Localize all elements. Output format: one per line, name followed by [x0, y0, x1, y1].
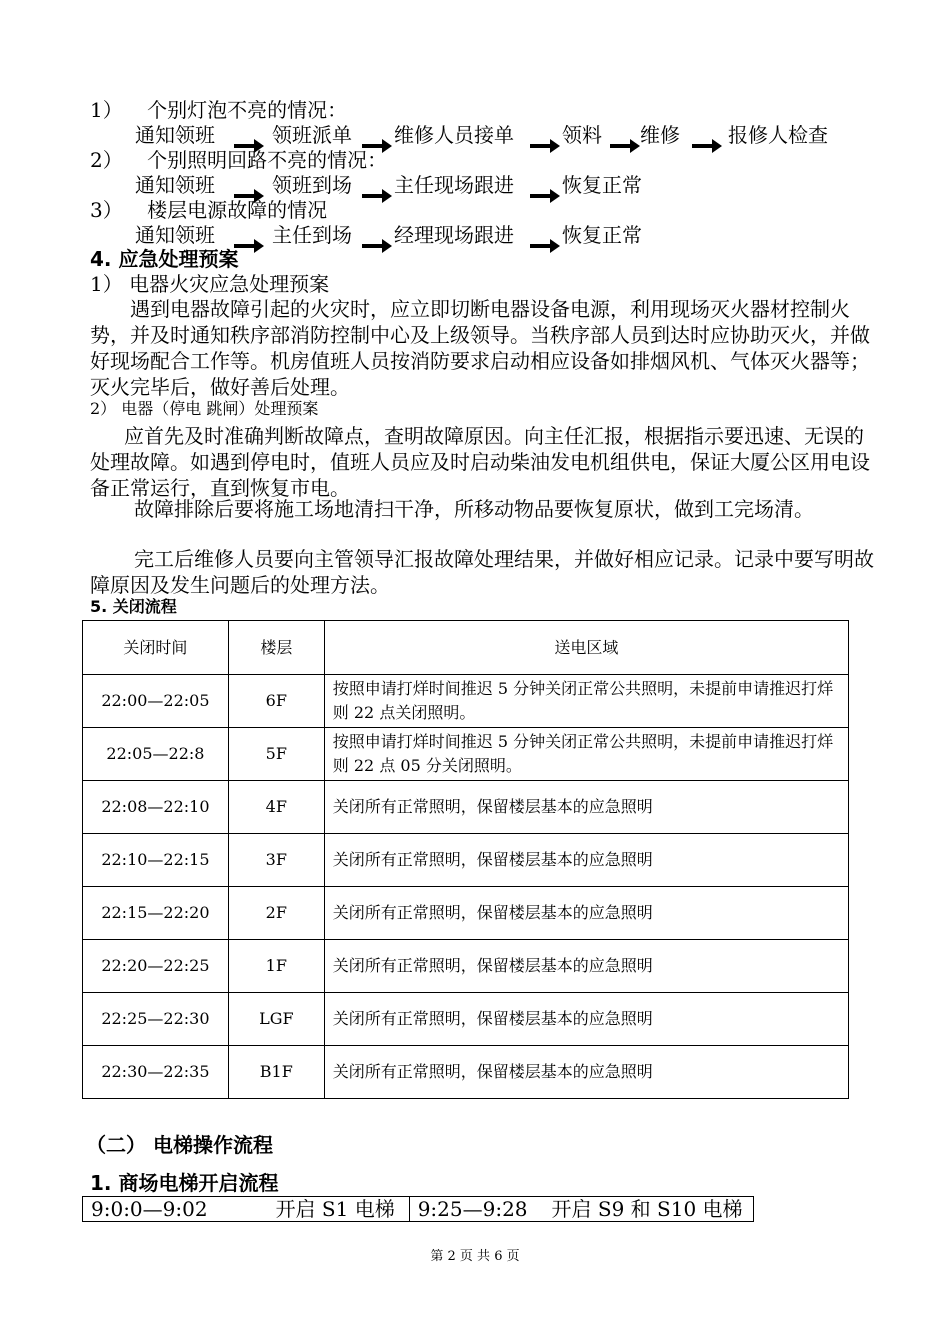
time-cell: 22:25—22:30: [83, 993, 229, 1046]
flow-step: 通知领班: [135, 223, 215, 247]
flow-step: 经理现场跟进: [394, 223, 514, 247]
table-row: [83, 781, 849, 834]
table-row: [83, 1197, 754, 1222]
table-row: [83, 1046, 849, 1099]
case3-title: 楼层电源故障的情况: [147, 198, 328, 222]
floor-cell: 5F: [228, 728, 324, 781]
fire-plan-text: 遇到电器故障引起的火灾时，应立即切断电器设备电源，利用现场灭火器材控制火势，并及时通知秩序部消防控制中心及上级领导。当秩序部人员到达时应协助灭火，并做好现场配合工作等。机房值班人员按消防要求启动相应设备如排烟风机、气体灭火器等；灭火完毕后，做好善后处理。: [90, 297, 870, 399]
area-cell: 按照申请打烊时间推迟 5 分钟关闭正常公共照明，未提前申请推迟打烊则 22 点关闭照明。: [324, 675, 848, 728]
area-cell: 关闭所有正常照明，保留楼层基本的应急照明: [324, 781, 848, 834]
case3-heading: [90, 197, 327, 223]
action-cell: 开启 S1 电梯: [268, 1197, 410, 1222]
arrow-right-icon: [362, 238, 392, 254]
emergency-heading: 4. 应急处理预案: [90, 247, 239, 271]
elevator-section-title: （二） 电梯操作流程: [86, 1133, 273, 1157]
time-cell: 22:10—22:15: [83, 834, 229, 887]
flow-step: 通知领班: [135, 173, 215, 197]
table-row: [83, 940, 849, 993]
area-cell: 关闭所有正常照明，保留楼层基本的应急照明: [324, 1046, 848, 1099]
flow-step: 主任现场跟进: [394, 173, 514, 197]
arrow-right-icon: [530, 188, 560, 204]
closing-schedule-table: [82, 620, 849, 1099]
floor-cell: 1F: [228, 940, 324, 993]
floor-cell: LGF: [228, 993, 324, 1046]
flow-step: 恢复正常: [562, 223, 642, 247]
outage-plan-text: 应首先及时准确判断故障点，查明故障原因。向主任汇报，根据指示要迅速、无误的处理故障。如遇到停电时，值班人员应及时启动柴油发电机组供电，保证大厦公区用电设备正常运行，直到恢复市电。: [90, 424, 870, 500]
floor-cell: B1F: [228, 1046, 324, 1099]
flow-step: 领班派单: [272, 123, 352, 147]
case2-heading: [90, 147, 387, 173]
case1-number: 1）: [90, 98, 123, 122]
action-cell: 开启 S9 和 S10 电梯: [544, 1197, 754, 1222]
elevator-subtitle: 1. 商场电梯开启流程: [90, 1171, 279, 1195]
header-cell: 关闭时间: [83, 621, 229, 675]
arrow-right-icon: [530, 238, 560, 254]
table-row: [83, 887, 849, 940]
area-cell: 按照申请打烊时间推迟 5 分钟关闭正常公共照明，未提前申请推迟打烊则 22 点 05 分关闭照明。: [324, 728, 848, 781]
flow-step: 领班到场: [272, 173, 352, 197]
flow-step: 通知领班: [135, 123, 215, 147]
area-cell: 关闭所有正常照明，保留楼层基本的应急照明: [324, 993, 848, 1046]
header-cell: 送电区域: [324, 621, 848, 675]
table-row: [83, 834, 849, 887]
case1-title: 个别灯泡不亮的情况：: [147, 98, 348, 122]
floor-cell: 6F: [228, 675, 324, 728]
table-row: [83, 728, 849, 781]
arrow-right-icon: [234, 238, 264, 254]
time-cell: 22:15—22:20: [83, 887, 229, 940]
area-cell: 关闭所有正常照明，保留楼层基本的应急照明: [324, 834, 848, 887]
arrow-right-icon: [610, 138, 640, 154]
table-header-row: [83, 621, 849, 675]
flow-step: 维修: [640, 123, 680, 147]
case3-number: 3）: [90, 198, 123, 222]
table-row: [83, 993, 849, 1046]
page-footer: 第 2 页 共 6 页: [430, 1249, 520, 1264]
flow-step: 维修人员接单: [394, 123, 514, 147]
cleanup-text: 故障排除后要将施工场地清扫干净，所移动物品要恢复原状，做到工完场清。: [134, 497, 814, 521]
flow-step: 报修人检查: [728, 123, 828, 147]
arrow-right-icon: [692, 138, 722, 154]
floor-cell: 3F: [228, 834, 324, 887]
flow-step: 领料: [562, 123, 602, 147]
time-cell: 22:00—22:05: [83, 675, 229, 728]
time-cell: 22:20—22:25: [83, 940, 229, 993]
case1-heading: [90, 97, 347, 123]
flow-step: 主任到场: [272, 223, 352, 247]
time-cell: 9:0:0—9:02: [83, 1197, 268, 1222]
area-cell: 关闭所有正常照明，保留楼层基本的应急照明: [324, 887, 848, 940]
flow-step: 恢复正常: [562, 173, 642, 197]
outage-plan-title: 2） 电器（停电 跳闸）处理预案: [90, 399, 319, 418]
time-cell: 9:25—9:28: [409, 1197, 543, 1222]
arrow-right-icon: [362, 188, 392, 204]
time-cell: 22:05—22:8: [83, 728, 229, 781]
elevator-schedule-table: [82, 1196, 754, 1222]
case2-title: 个别照明回路不亮的情况：: [147, 148, 388, 172]
floor-cell: 2F: [228, 887, 324, 940]
case2-number: 2）: [90, 148, 123, 172]
time-cell: 22:08—22:10: [83, 781, 229, 834]
closing-heading: 5. 关闭流程: [90, 597, 177, 616]
report-text: 完工后维修人员要向主管领导汇报故障处理结果，并做好相应记录。记录中要写明故障原因及发生问题后的处理方法。: [90, 547, 874, 597]
header-cell: 楼层: [228, 621, 324, 675]
floor-cell: 4F: [228, 781, 324, 834]
fire-plan-title: 1） 电器火灾应急处理预案: [90, 272, 330, 296]
time-cell: 22:30—22:35: [83, 1046, 229, 1099]
area-cell: 关闭所有正常照明，保留楼层基本的应急照明: [324, 940, 848, 993]
arrow-right-icon: [530, 138, 560, 154]
table-row: [83, 675, 849, 728]
